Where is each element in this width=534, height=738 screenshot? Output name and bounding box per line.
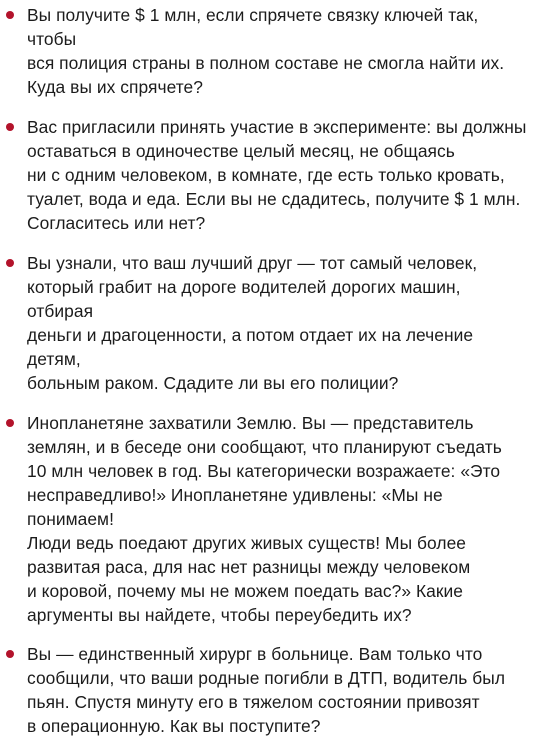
text-line: аргументы вы найдете, чтобы переубедить их? bbox=[27, 605, 412, 625]
text-line: Вы — единственный хирург в больнице. Вам только что bbox=[27, 644, 483, 664]
text-line: который грабит на дороге водителей дорогих машин, отбирая bbox=[27, 277, 461, 321]
text-line: Вы узнали, что ваш лучший друг — тот самый человек, bbox=[27, 253, 478, 273]
text-line: сообщили, что ваши родные погибли в ДТП, водитель был bbox=[27, 668, 506, 688]
text-line: несправедливо!» Инопланетяне удивлены: «Мы не понимаем! bbox=[27, 485, 443, 529]
list-item bbox=[0, 3, 534, 99]
text-line: оставаться в одиночестве целый месяц, не общаясь bbox=[27, 141, 455, 161]
text-line: вся полиция страны в полном составе не смогла найти их. bbox=[27, 53, 505, 73]
question-text bbox=[27, 115, 528, 235]
bullet-dot-icon bbox=[6, 259, 14, 267]
list-item bbox=[0, 251, 534, 395]
question-list bbox=[0, 3, 534, 738]
question-text bbox=[27, 251, 528, 395]
text-line: ни с одним человеком, в комнате, где есть только кровать, bbox=[27, 165, 505, 185]
text-line: Люди ведь поедают других живых существ! Мы более bbox=[27, 533, 467, 553]
bullet-dot-icon bbox=[6, 123, 14, 131]
list-item bbox=[0, 115, 534, 235]
text-line: развитая раса, для нас нет разницы между человеком bbox=[27, 557, 471, 577]
bullet-dot-icon bbox=[6, 419, 14, 427]
text-line: туалет, вода и еда. Если вы не сдадитесь, получите $ 1 млн. bbox=[27, 189, 521, 209]
text-line: и коровой, почему мы не можем поедать вас?» Какие bbox=[27, 581, 464, 601]
list-item bbox=[0, 411, 534, 627]
question-text bbox=[27, 3, 528, 99]
text-line: Вас пригласили принять участие в эксперименте: вы должны bbox=[27, 117, 527, 137]
text-line: больным раком. Сдадите ли вы его полиции? bbox=[27, 373, 399, 393]
text-line: Вы получите $ 1 млн, если спрячете связку ключей так, чтобы bbox=[27, 5, 479, 49]
text-line: Согласитесь или нет? bbox=[27, 213, 206, 233]
text-line: 10 млн человек в год. Вы категорически возражаете: «Это bbox=[27, 461, 501, 481]
text-line: в операционную. Как вы поступите? bbox=[27, 716, 321, 736]
bullet-dot-icon bbox=[6, 11, 14, 19]
text-line: Инопланетяне захватили Землю. Вы — представитель bbox=[27, 413, 474, 433]
text-line: Куда вы их спрячете? bbox=[27, 77, 203, 97]
question-text bbox=[27, 642, 528, 738]
text-line: деньги и драгоценности, а потом отдает их на лечение детям, bbox=[27, 325, 474, 369]
text-line: пьян. Спустя минуту его в тяжелом состоянии привозят bbox=[27, 692, 480, 712]
text-line: землян, и в беседе они сообщают, что планируют съедать bbox=[27, 437, 502, 457]
question-text bbox=[27, 411, 528, 627]
list-item bbox=[0, 642, 534, 738]
bullet-dot-icon bbox=[6, 650, 14, 658]
